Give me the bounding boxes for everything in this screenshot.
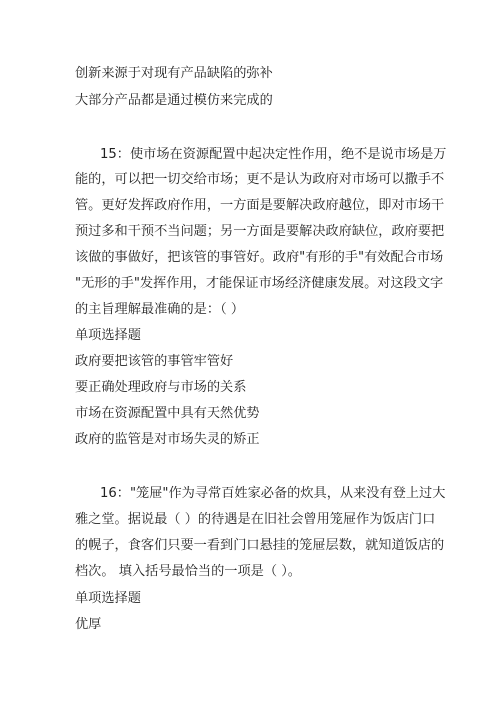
question-15-stem: 的主旨理解最准确的是：（ ） <box>75 302 245 317</box>
prev-option-c: 创新来源于对现有产品缺陷的弥补 <box>75 66 273 81</box>
question-16-stem: 雅之堂。据说最（ ）的待遇是在旧社会曾用笼屉作为饭店门口 <box>75 512 436 527</box>
question-15-stem: "无形的手"发挥作用，才能保证市场经济健康发展。对这段文字 <box>75 276 444 291</box>
question-15-stem: 预过多和干预不当问题；另一方面是要解决政府缺位，政府要把 <box>75 224 445 239</box>
question-16-type: 单项选择题 <box>75 591 141 606</box>
question-15-option-a: 政府要把该管的事管牢管好 <box>75 354 234 369</box>
question-15-option-d: 政府的监管是对市场失灵的矫正 <box>75 432 260 447</box>
question-15-stem: 15：使市场在资源配置中起决定性作用，绝不是说市场是万 <box>100 147 447 162</box>
question-16-stem: 16："笼屉"作为寻常百姓家必备的炊具，从来没有登上过大 <box>100 486 446 501</box>
question-15-type: 单项选择题 <box>75 328 141 343</box>
question-15-stem: 该做的事做好，把该管的事管好。政府"有形的手"有效配合市场 <box>75 250 444 265</box>
question-15-option-c: 市场在资源配置中具有天然优势 <box>75 406 260 421</box>
question-15-stem: 能的，可以把一切交给市场；更不是认为政府对市场可以撒手不 <box>75 172 445 187</box>
question-15-option-b: 要正确处理政府与市场的关系 <box>75 380 247 395</box>
question-15-stem: 管。更好发挥政府作用，一方面是要解决政府越位，即对市场干 <box>75 198 445 213</box>
question-16-stem: 的幌子，食客们只要一看到门口悬挂的笼屉层数，就知道饭店的 <box>75 538 445 553</box>
question-16-option-a: 优厚 <box>75 617 102 632</box>
prev-option-d: 大部分产品都是通过模仿来完成的 <box>75 93 273 108</box>
question-16-stem: 档次。 填入括号最恰当的一项是（ ）。 <box>75 564 301 579</box>
